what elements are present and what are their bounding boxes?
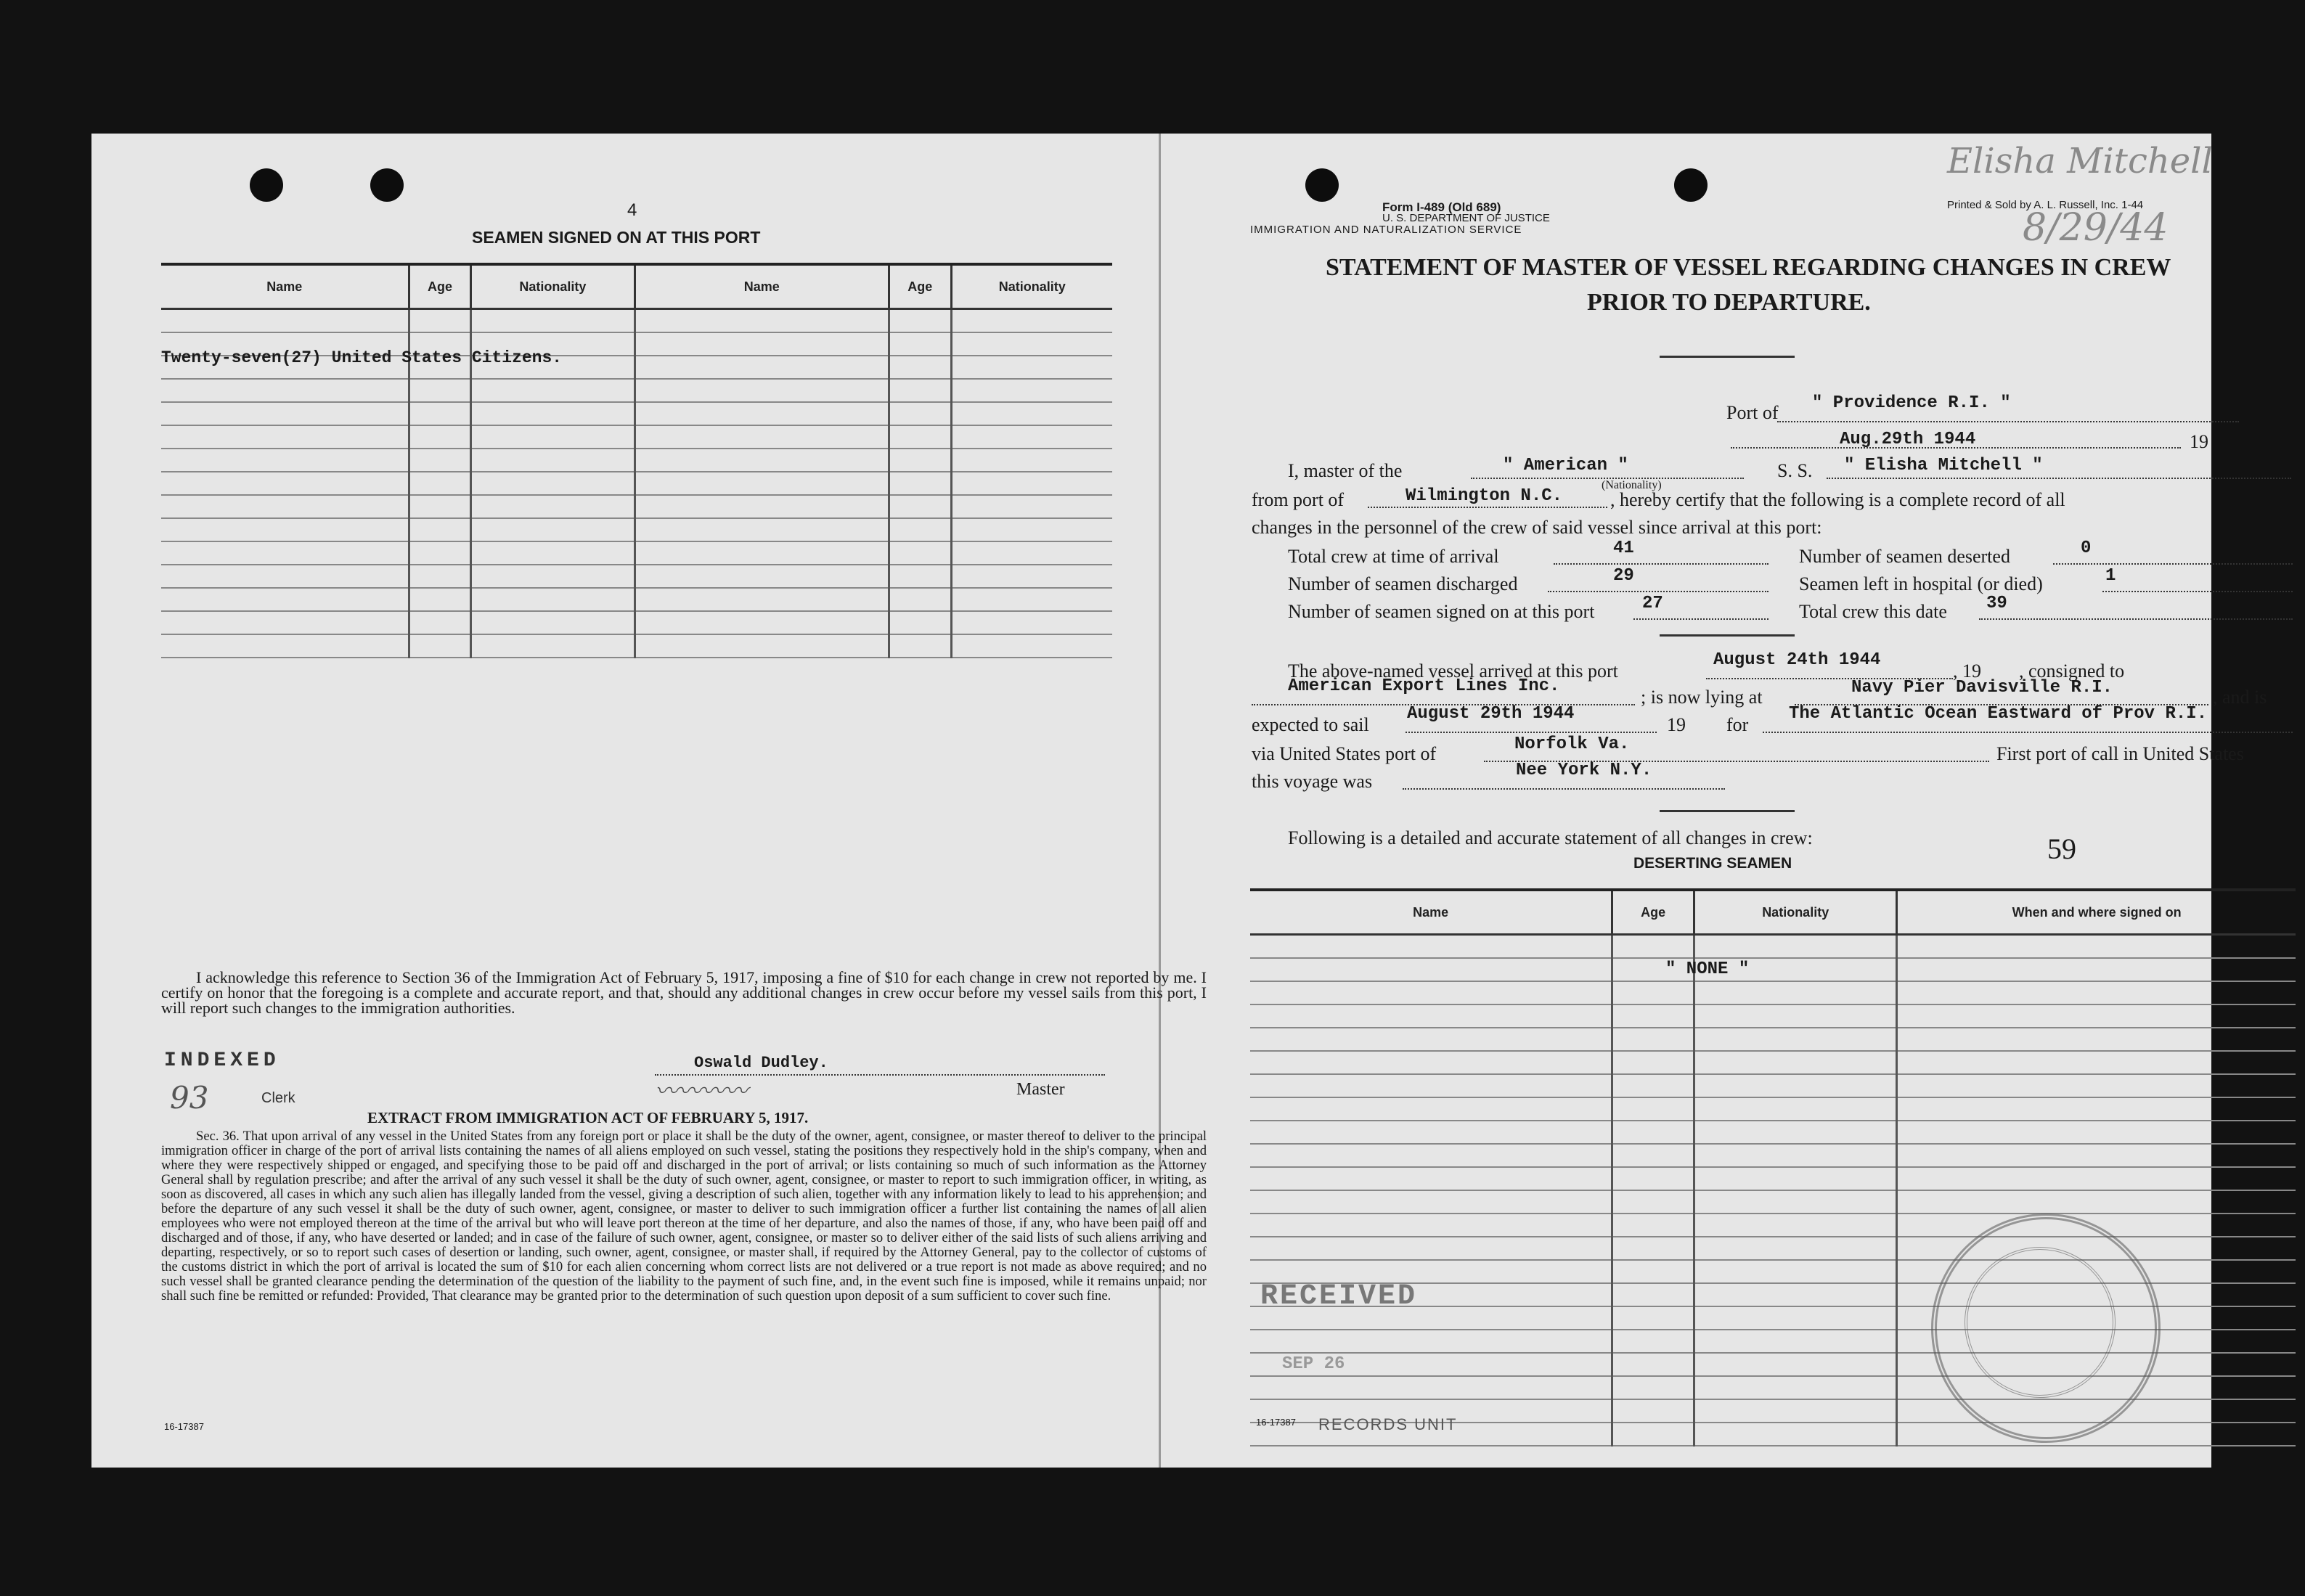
table-cell (409, 449, 471, 472)
table-row (1250, 958, 2296, 981)
table-cell (889, 356, 951, 379)
table-cell (889, 425, 951, 449)
table-cell (1250, 1237, 1612, 1260)
table-cell (1694, 1004, 1897, 1028)
punch-hole (370, 168, 404, 202)
table-cell (951, 425, 1112, 449)
table-cell (1694, 981, 1897, 1004)
table-cell (1612, 1399, 1694, 1423)
punch-hole (1674, 168, 1708, 202)
printer-note: Printed & Sold by A. L. Russell, Inc. 1-44 (1947, 199, 2144, 211)
table-cell (635, 611, 889, 634)
col-name: Name (161, 264, 409, 309)
master-label: Master (1016, 1080, 1065, 1099)
table-cell (889, 565, 951, 588)
vessel-value: " Elisha Mitchell " (1844, 456, 2043, 475)
table-cell (951, 332, 1112, 356)
table-cell (1250, 1376, 1612, 1399)
table-row (161, 588, 1112, 611)
voyage-rule (1660, 810, 1795, 812)
table-cell (471, 518, 635, 541)
table-cell (635, 449, 889, 472)
table-cell (1694, 1214, 1897, 1237)
consigned-label: , 19 , consigned to (1953, 660, 2125, 682)
table-cell (471, 541, 635, 565)
table-cell (1250, 1004, 1612, 1028)
table-cell (1694, 1399, 1897, 1423)
lying-label: ; is now lying at (1641, 687, 1763, 708)
table-row (161, 565, 1112, 588)
table-cell (1694, 935, 1897, 959)
table-cell (1250, 935, 1612, 959)
punch-hole (250, 168, 283, 202)
table-cell (1694, 1190, 1897, 1214)
table-cell (1612, 1028, 1694, 1051)
stat-value: 1 (2105, 566, 2116, 586)
table-cell (471, 588, 635, 611)
table-cell (951, 588, 1112, 611)
table-cell (471, 425, 635, 449)
lying-value: Navy Pier Davisville R.I. (1851, 678, 2113, 697)
table-cell (951, 611, 1112, 634)
table-cell (635, 472, 889, 495)
table-cell (409, 425, 471, 449)
table-cell (471, 379, 635, 402)
table-cell (161, 402, 409, 425)
stat-label: Number of seamen discharged (1288, 573, 1518, 594)
ss-label: S. S. (1777, 460, 1813, 481)
table-cell (1897, 958, 2296, 981)
table-cell (1694, 1121, 1897, 1144)
col-when-where: When and where signed on (1897, 890, 2296, 935)
table-cell (1694, 1353, 1897, 1376)
table-cell (1612, 1283, 1694, 1306)
service: IMMIGRATION AND NATURALIZATION SERVICE (1250, 224, 1522, 236)
left-form-number: 16-17387 (164, 1421, 204, 1432)
stat-line (1979, 618, 2293, 620)
col-age: Age (409, 264, 471, 309)
table-row (161, 495, 1112, 518)
arrived-label: The above-named vessel arrived at this port (1288, 660, 1618, 682)
table-cell (409, 518, 471, 541)
table-cell (1612, 1306, 1694, 1330)
table-cell (1250, 1074, 1612, 1097)
table-cell (951, 356, 1112, 379)
deserting-heading: DESERTING SEAMEN (1633, 855, 1792, 872)
stat-line (2102, 591, 2293, 592)
table-cell (1612, 935, 1694, 959)
table-cell (471, 472, 635, 495)
table-cell (1694, 1097, 1897, 1121)
from-port-label: from port of (1252, 489, 1345, 510)
table-row (161, 611, 1112, 634)
page-number: 4 (627, 200, 637, 220)
table-cell (471, 495, 635, 518)
table-cell (1250, 1190, 1612, 1214)
table-cell (1612, 1190, 1694, 1214)
received-date: SEP 26 (1282, 1354, 1345, 1374)
and-is: , and is (2213, 687, 2267, 708)
table-cell (161, 309, 409, 333)
table-cell (1694, 1167, 1897, 1190)
table-cell (951, 541, 1112, 565)
table-cell (1694, 1283, 1897, 1306)
table-cell (471, 449, 635, 472)
table-cell (1250, 958, 1612, 981)
voyage-value: Nee York N.Y. (1516, 761, 1652, 780)
first-port-label: First port of call in United States (1996, 743, 2244, 764)
table-cell (635, 379, 889, 402)
table-cell (635, 309, 889, 333)
table-cell (161, 588, 409, 611)
following-text: Following is a detailed and accurate statement of all changes in crew: (1288, 827, 1813, 848)
table-cell (1250, 1330, 1612, 1353)
table-cell (635, 495, 889, 518)
table-cell (635, 356, 889, 379)
table-cell (1897, 935, 2296, 959)
col-age: Age (889, 264, 951, 309)
stat-value: 39 (1986, 594, 2007, 613)
table-row (161, 634, 1112, 658)
table-cell (471, 309, 635, 333)
table-cell (1694, 1260, 1897, 1283)
table-cell (889, 379, 951, 402)
table-cell (889, 309, 951, 333)
signed-on-table (161, 263, 1112, 658)
table-cell (1612, 1074, 1694, 1097)
document-sheet (91, 134, 2267, 1468)
table-cell (1694, 1144, 1897, 1167)
table-cell (1897, 1097, 2296, 1121)
handwritten-date: 8/29/44 (2023, 206, 2169, 250)
table-cell (409, 565, 471, 588)
table-cell (1897, 1004, 2296, 1028)
voyage-label: this voyage was (1252, 771, 1373, 792)
handwritten-vessel: Elisha Mitchell (1947, 141, 2213, 181)
title-rule (1660, 356, 1795, 358)
table-row (161, 402, 1112, 425)
table-cell (1612, 1121, 1694, 1144)
table-cell (161, 425, 409, 449)
table-row (1250, 1237, 2296, 1260)
table-cell (1612, 1330, 1694, 1353)
table-cell (409, 611, 471, 634)
table-cell (889, 332, 951, 356)
table-cell (889, 588, 951, 611)
table-cell (1694, 1330, 1897, 1353)
table-cell (471, 565, 635, 588)
vessel-line (1827, 478, 2291, 479)
department: U. S. DEPARTMENT OF JUSTICE (1382, 212, 1550, 224)
table-cell (951, 449, 1112, 472)
table-cell (1897, 981, 2296, 1004)
table-cell (1897, 1051, 2296, 1074)
table-cell (889, 634, 951, 658)
year-suffix: 19 (2190, 431, 2208, 452)
table-cell (1250, 1121, 1612, 1144)
table-cell (161, 472, 409, 495)
table-cell (471, 611, 635, 634)
arrived-value: August 24th 1944 (1713, 650, 1881, 670)
expected-label: expected to sail (1252, 714, 1369, 735)
table-row (161, 541, 1112, 565)
port-label: Port of (1726, 402, 1779, 423)
via-value: Norfolk Va. (1514, 734, 1630, 754)
table-row (161, 449, 1112, 472)
for-label: for (1726, 714, 1749, 735)
table-cell (1694, 1051, 1897, 1074)
table-row (1250, 1144, 2296, 1167)
table-row (161, 309, 1112, 333)
expected-value: August 29th 1944 (1407, 704, 1575, 724)
indexed-stamp: INDEXED (164, 1049, 280, 1072)
nationality-value: " American " (1503, 456, 1628, 475)
stat-line (1554, 563, 1768, 565)
table-cell (1897, 1028, 2296, 1051)
left-heading: SEAMEN SIGNED ON AT THIS PORT (472, 228, 761, 247)
clerk-initials: 93 (170, 1080, 209, 1116)
col-age: Age (1612, 890, 1694, 935)
table-row (1250, 1167, 2296, 1190)
port-line (1777, 421, 2239, 422)
table-row (1250, 1121, 2296, 1144)
table-cell (1694, 1376, 1897, 1399)
received-stamp: RECEIVED (1260, 1280, 1418, 1313)
signed-on-entry: Twenty-seven(27) United States Citizens. (161, 348, 563, 367)
round-postmark-inner (1965, 1247, 2116, 1398)
table-row (161, 425, 1112, 449)
table-row (161, 379, 1112, 402)
table-cell (409, 379, 471, 402)
certify-text: , hereby certify that the following is a complete record of all (1610, 489, 2065, 510)
consignee-value: American Export Lines Inc. (1288, 676, 1560, 696)
col-nationality: Nationality (951, 264, 1112, 309)
for-line (1763, 732, 2293, 733)
table-cell (635, 425, 889, 449)
stat-label: Number of seamen deserted (1799, 546, 2010, 567)
table-cell (1694, 1423, 1897, 1446)
acknowledgment-text: I acknowledge this reference to Section 36 of the Immigration Act of February 5, 1917, imposing a fine of $10 for each change in crew not reported by me. I certify on honor that the foregoing is a complete and accurate report, and that, should any additional changes in crew occur before my vessel sails from this port, I will report such changes to the immigration authorities. (161, 968, 1207, 1017)
from-port-value: Wilmington N.C. (1406, 486, 1563, 506)
table-cell (409, 472, 471, 495)
table-cell (889, 495, 951, 518)
table-cell (1250, 981, 1612, 1004)
punch-hole (1305, 168, 1339, 202)
table-cell (889, 518, 951, 541)
table-cell (409, 634, 471, 658)
date-value: Aug.29th 1944 (1840, 430, 1976, 449)
table-cell (1612, 1097, 1694, 1121)
table-cell (1250, 1214, 1612, 1237)
table-row (1250, 935, 2296, 959)
table-cell (161, 449, 409, 472)
table-cell (161, 634, 409, 658)
table-cell (409, 541, 471, 565)
stat-value: 29 (1613, 566, 1634, 586)
stat-value: 27 (1642, 594, 1663, 613)
table-row (1250, 1214, 2296, 1237)
table-cell (1897, 1167, 2296, 1190)
table-cell (1612, 1237, 1694, 1260)
table-cell (951, 565, 1112, 588)
stat-label: Total crew this date (1799, 601, 1947, 622)
table-cell (1612, 981, 1694, 1004)
master-signature: 〰〰〰〰 (655, 1077, 748, 1105)
table-cell (951, 472, 1112, 495)
table-row (161, 518, 1112, 541)
table-cell (1694, 1237, 1897, 1260)
table-cell (1897, 1144, 2296, 1167)
table-cell (409, 309, 471, 333)
table-cell (161, 565, 409, 588)
table-row (1250, 1028, 2296, 1051)
table-cell (951, 495, 1112, 518)
table-cell (1612, 1144, 1694, 1167)
table-cell (1250, 1097, 1612, 1121)
right-form-number: 16-17387 (1256, 1417, 1296, 1428)
voyage-line (1403, 788, 1725, 790)
expected-year: 19 (1667, 714, 1686, 735)
sheet-number: 59 (2047, 832, 2076, 865)
table-cell (1612, 1167, 1694, 1190)
table-cell (951, 379, 1112, 402)
form-id: Form I-489 (Old 689) (1382, 200, 1501, 214)
col-nationality: Nationality (471, 264, 635, 309)
stat-line (2053, 563, 2293, 565)
table-cell (1612, 1376, 1694, 1399)
table-cell (1250, 1028, 1612, 1051)
changes-text: changes in the personnel of the crew of said vessel since arrival at this port: (1252, 517, 1822, 538)
col-nationality: Nationality (1694, 890, 1897, 935)
from-port-line (1368, 507, 1607, 508)
table-cell (1694, 1306, 1897, 1330)
table-cell (1612, 1353, 1694, 1376)
col-name: Name (635, 264, 889, 309)
table-cell (1612, 1423, 1694, 1446)
table-cell (951, 518, 1112, 541)
via-label: via United States port of (1252, 743, 1437, 764)
table-cell (635, 588, 889, 611)
table-cell (889, 611, 951, 634)
table-cell (635, 518, 889, 541)
table-cell (1612, 1214, 1694, 1237)
col-name: Name (1250, 890, 1612, 935)
table-cell (161, 518, 409, 541)
table-cell (889, 472, 951, 495)
table-cell (1250, 1144, 1612, 1167)
nationality-caption: (Nationality) (1602, 479, 1662, 491)
for-value: The Atlantic Ocean Eastward of Prov R.I. (1789, 704, 2208, 724)
table-cell (635, 332, 889, 356)
table-cell (1250, 1051, 1612, 1074)
stat-value: 0 (2081, 539, 2092, 558)
extract-title: EXTRACT FROM IMMIGRATION ACT OF FEBRUARY 5, 1917. (367, 1109, 809, 1126)
table-cell (1694, 1028, 1897, 1051)
table-cell (635, 541, 889, 565)
table-cell (409, 495, 471, 518)
table-cell (1897, 1190, 2296, 1214)
table-cell (951, 402, 1112, 425)
none-entry: " NONE " (1665, 959, 1750, 979)
table-row (1250, 1004, 2296, 1028)
expected-line (1406, 732, 1657, 733)
table-cell (1694, 1074, 1897, 1097)
port-value: " Providence R.I. " (1812, 393, 2011, 413)
table-cell (1897, 1121, 2296, 1144)
statement-title: STATEMENT OF MASTER OF VESSEL REGARDING CHANGES IN CREW (1326, 254, 2171, 281)
table-cell (889, 541, 951, 565)
table-row (1250, 981, 2296, 1004)
table-cell (951, 634, 1112, 658)
records-unit-stamp: RECORDS UNIT (1318, 1415, 1458, 1433)
stat-value: 41 (1613, 539, 1634, 558)
table-row (161, 472, 1112, 495)
table-cell (951, 309, 1112, 333)
table-cell (1612, 1004, 1694, 1028)
stat-line (1633, 618, 1768, 620)
table-cell (1250, 1167, 1612, 1190)
table-row (1250, 1190, 2296, 1214)
table-cell (161, 379, 409, 402)
table-cell (161, 541, 409, 565)
table-cell (161, 495, 409, 518)
table-row (1250, 1051, 2296, 1074)
stat-label: Total crew at time of arrival (1288, 546, 1499, 567)
table-cell (161, 611, 409, 634)
table-cell (1612, 1260, 1694, 1283)
statement-title-line2: PRIOR TO DEPARTURE. (1587, 289, 1871, 316)
table-row (1250, 1074, 2296, 1097)
stat-line (1548, 591, 1768, 592)
table-cell (889, 402, 951, 425)
table-row (1250, 1097, 2296, 1121)
table-cell (635, 565, 889, 588)
table-cell (1897, 1074, 2296, 1097)
table-cell (635, 402, 889, 425)
table-cell (635, 634, 889, 658)
master-name: Oswald Dudley. (694, 1054, 828, 1072)
stats-rule (1660, 634, 1795, 637)
table-cell (889, 449, 951, 472)
stat-label: Seamen left in hospital (or died) (1799, 573, 2043, 594)
clerk-label: Clerk (261, 1090, 295, 1106)
master-of-label: I, master of the (1288, 460, 1403, 481)
table-cell (471, 634, 635, 658)
extract-text: Sec. 36. That upon arrival of any vessel in the United States from any foreign port or place it shall be the duty of the owner, agent, consignee, or master thereof to deliver to the principal immigration officer in charge of the port of arrival lists containing the names of all aliens employed on such vessel, stating the positions they respectively hold in the ship's company, when and where they were respectively shipped or engaged, and specifying those to be paid off and discharged in the port of arrival; or lists containing so much of such information as the Attorney General shall by regulation prescribe; and after the arrival of any such vessel it shall be the duty of such owner, agent, consignee, or master to report to such immigration officer, in writing, as soon as discovered, all cases in which any such alien has illegally landed from the vessel, giving a description of such alien, together with any information likely to lead to his apprehension; and before the departure of any such vessel it shall be the duty of such owner, agent, consignee, or master to deliver to such immigration officer a further list containing the names of all alien employees who were not employed thereon at the time of the arrival but who will leave port thereon at the time of her departure, and also the names of those, if any, who have been paid off and discharged and of those, if any, who have deserted or landed; and in case of the failure of such owner, agent, consignee, or master so to deliver either of the said lists of such aliens arriving and departing, respectively, or so to report such cases of desertion or landing, such owner, agent, consignee, or master shall, if required by the Attorney General, pay to the collector of customs of the customs district in which the port of arrival is located the sum of $10 for each alien concerning whom correct lists are not delivered or a true report is not made as above required; and no such vessel shall be granted clearance pending the determination of the question of the liability to the payment of such fine, and, in the event such fine is imposed, while it remains unpaid; nor shall such fine be remitted or refunded: Provided, That clearance may be granted prior to the determination of such question upon deposit of a sum sufficient to cover such fine. (161, 1129, 1207, 1304)
table-cell (1612, 1051, 1694, 1074)
stat-label: Number of seamen signed on at this port (1288, 601, 1595, 622)
signature-line (655, 1074, 1105, 1076)
table-cell (409, 402, 471, 425)
table-cell (471, 402, 635, 425)
table-cell (409, 588, 471, 611)
